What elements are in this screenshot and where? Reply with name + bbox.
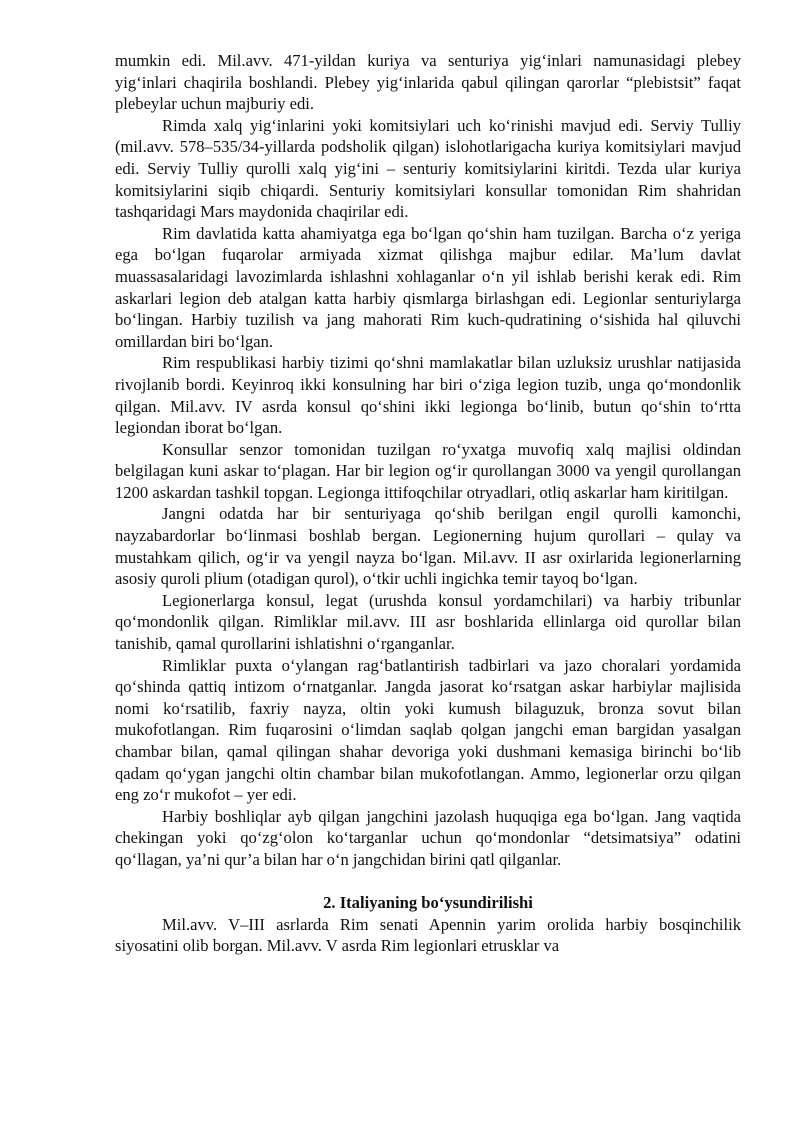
paragraph-10: Mil.avv. V–III asrlarda Rim senati Apennin yarim orolida harbiy bosqinchilik siyosatini olib borgan. Mil.avv. V asrda Rim legionlari etrusklar va — [115, 914, 741, 956]
paragraph-7: Legionerlarga konsul, legat (urushda konsul yordamchilari) va harbiy tribunlar qo‘mondonlik qilgan. Rimliklar mil.avv. III asr boshlarida ellinlarga oid qurollar bilan tanishib, qamal qurollarini ishlatishni o‘rganganlar. — [115, 590, 741, 654]
document-page — [115, 50, 741, 957]
paragraph-1: mumkin edi. Mil.avv. 471-yildan kuriya va senturiya yig‘inlari namunasidagi plebey yig‘inlari chaqirila boshlandi. Plebey yig‘inlarida qabul qilingan qarorlar “plebistsit” faqat plebeylar uchun majburiy edi. — [115, 51, 741, 114]
section-heading: 2. Italiyaning bo‘ysundirilishi — [323, 893, 533, 913]
paragraph-3: Rim davlatida katta ahamiyatga ega bo‘lgan qo‘shin ham tuzilgan. Barcha o‘z yeriga ega bo‘lgan fuqarolar armiyada xizmat qilishga majbur edilar. Ma’lum davlat muassasalaridagi lavozimlarda ishlashni xohlaganlar o‘n yil ishlab berishi kerak edi. Rim askarlari legion deb atalgan katta harbiy qismlarga birlashgan edi. Legionlar senturiylarga bo‘lingan. Harbiy tuzilish va jang mahorati Rim kuch-qudratining o‘sishida hal qiluvchi omillardan biri bo‘lgan. — [115, 223, 741, 351]
paragraph-9: Harbiy boshliqlar ayb qilgan jangchini jazolash huquqiga ega bo‘lgan. Jang vaqtida chekingan yoki qo‘zg‘olon ko‘targanlar uchun qo‘mondonlar “detsimatsiya” odatini qo‘llagan, ya’ni qur’a bilan har o‘n jangchidan birini qatl qilganlar. — [115, 806, 741, 869]
paragraph-6: Jangni odatda har bir senturiyaga qo‘shib berilgan engil qurolli kamonchi, nayzabardorlar bo‘linmasi boshlab bergan. Legionerning hujum qurollari – qulay va mustahkam qilich, og‘ir va yengil nayza bo‘lgan. Mil.avv. II asr oxirlarida legionerlarning asosiy quroli plium (otadigan qurol), o‘tkir uchli ingichka temir tayoq bo‘lgan. — [115, 504, 741, 589]
paragraph-5: Konsullar senzor tomonidan tuzilgan ro‘yxatga muvofiq xalq majlisi oldindan belgilagan kuni askar to‘plagan. Har bir legion og‘ir qurollangan 3000 va yengil qurollangan 1200 askardan tashkil topgan. Legionga ittifoqchilar otryadlari, otliq askarlar ham kiritilgan. — [115, 439, 741, 502]
paragraph-4: Rim respublikasi harbiy tizimi qo‘shni mamlakatlar bilan uzluksiz urushlar natijasida rivojlanib bordi. Keyinroq ikki konsulning har biri o‘ziga legion tuzib, unga qo‘mondonlik qilgan. Mil.avv. IV asrda konsul qo‘shini ikki legionga bo‘linib, butun qo‘shin to‘rtta legiondan iborat bo‘lgan. — [115, 353, 741, 438]
paragraph-2: Rimda xalq yig‘inlarini yoki komitsiylari uch ko‘rinishi mavjud edi. Serviy Tulliy (mil.avv. 578–535/34-yillarda podsholik qilgan) islohotlarigacha kuriya komitsiylari mavjud edi. Serviy Tulliy qurolli xalq yig‘ini – senturiy komitsiylarini kiritdi. Tezda ular kuriya komitsiylarini siqib chiqardi. Senturiy komitsiylari konsullar tomonidan Rim shahridan tashqaridagi Mars maydonida chaqirilar edi. — [115, 115, 741, 222]
paragraph-8: Rimliklar puxta o‘ylangan rag‘batlantirish tadbirlari va jazo choralari yordamida qo‘shinda qattiq intizom o‘rnatganlar. Jangda jasorat ko‘rsatgan askar harbiylar majlisida nomi ko‘rsatilib, faxriy nayza, oltin yoki kumush bilaguzuk, bronza sovut bilan mukofotlangan. Rim fuqarosini o‘limdan saqlab qolgan jangchi eman bargidan yasalgan chambar bilan, qamal qilingan shahar devoriga yoki dushmani kemasiga birinchi bo‘lib qadam qo‘ygan jangchi oltin chambar bilan mukofotlangan. Ammo, legionerlar orzu qilgan eng zo‘r mukofot – yer edi. — [115, 655, 741, 805]
section-gap — [115, 871, 741, 893]
